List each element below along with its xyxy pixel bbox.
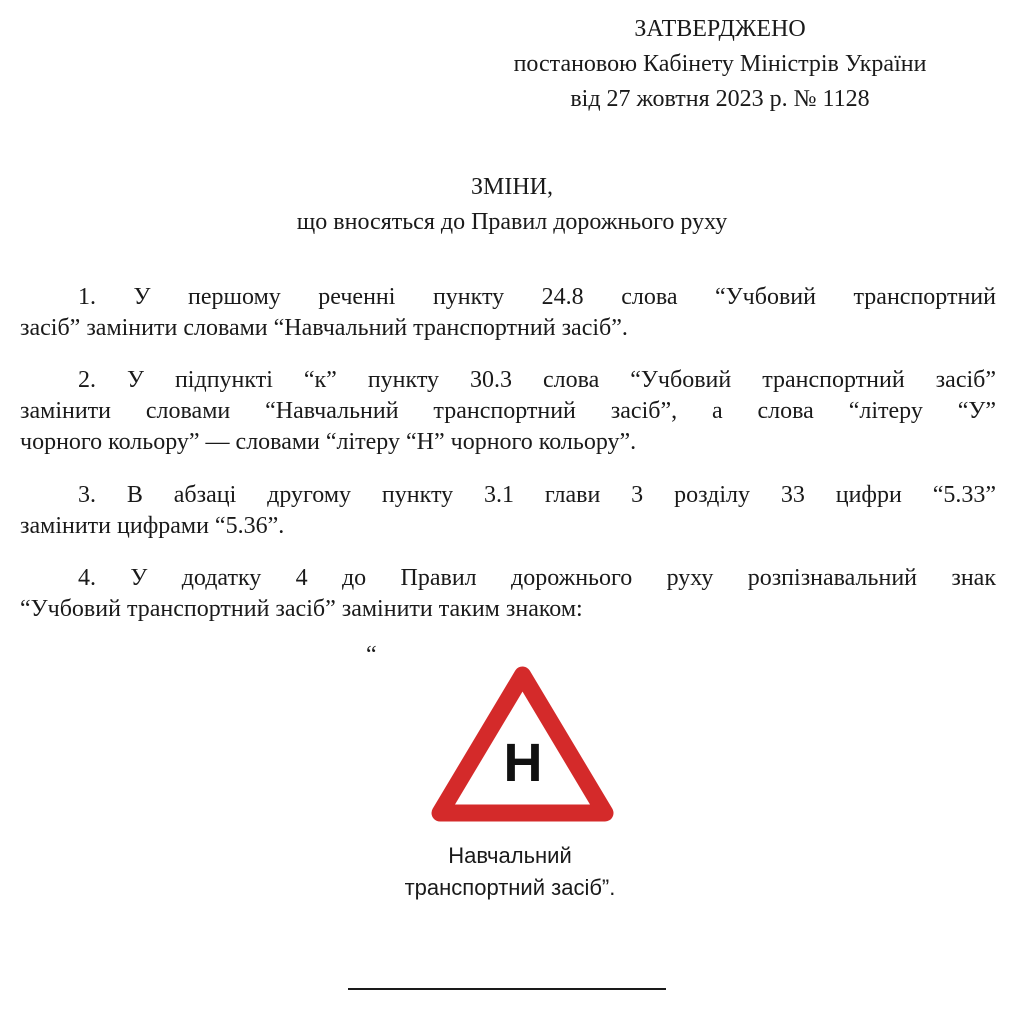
paragraph-line: чорного кольору” — словами “літеру “Н” чорного кольору”. (20, 429, 637, 455)
approval-date: від 27 жовтня 2023 р. № 1128 (570, 86, 870, 112)
changes-subtitle: що вносяться до Правил дорожнього руху (296, 209, 728, 235)
paragraph-4 (20, 563, 996, 625)
changes-title: ЗМІНИ, (470, 174, 554, 200)
paragraph-line: 1. У першому реченні пункту 24.8 слова “Учбовий транспортний (78, 284, 996, 310)
opening-quote: “ (366, 642, 377, 668)
paragraph-line: замінити словами “Навчальний транспортний засіб”, а слова “літеру “У” (20, 398, 996, 424)
document-heading (0, 170, 1024, 240)
end-divider (348, 988, 666, 990)
paragraph-line: 4. У додатку 4 до Правил дорожнього руху розпізнавальний знак (78, 565, 996, 591)
paragraph-line: 3. В абзаці другому пункту 3.1 глави 3 розділу 33 цифри “5.33” (78, 482, 996, 508)
paragraph-2 (20, 365, 996, 458)
sign-caption-line-2: транспортний засіб”. (404, 875, 616, 900)
paragraph-line: 2. У підпункті “к” пункту 30.3 слова “Учбовий транспортний засіб” (78, 367, 996, 393)
paragraph-line: замінити цифрами “5.36”. (20, 513, 285, 539)
sign-letter: Н (503, 733, 543, 793)
approval-block (440, 12, 1000, 117)
paragraph-3 (20, 480, 996, 542)
approval-issuer: постановою Кабінету Міністрів України (513, 51, 927, 77)
sign-caption-line-1: Навчальний (448, 843, 572, 868)
paragraph-line: “Учбовий транспортний засіб” замінити таким знаком: (20, 596, 583, 622)
sign-caption (330, 840, 690, 904)
paragraph-1 (20, 282, 996, 344)
approval-title: ЗАТВЕРДЖЕНО (634, 16, 806, 42)
paragraph-line: засіб” замінити словами “Навчальний транспортний засіб”. (20, 315, 628, 341)
learner-driver-sign-icon (430, 663, 615, 823)
